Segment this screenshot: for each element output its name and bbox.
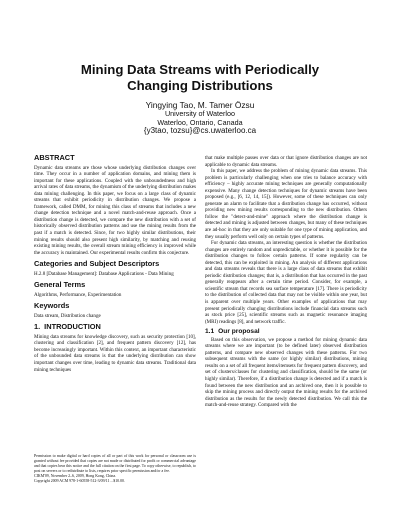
author-block	[40, 100, 360, 136]
abstract-text: Dynamic data streams are those whose underlying distribution changes over time. They occur in a number of application domains, and mining them is important for these applications. Coupled with the unboundedness and high arrival rates of data streams, the dynamism of the underlying distribution makes data mining challenging. In this paper, we focus on a large class of dynamic streams that exhibit periodicity in distribution changes. We propose a framework, called DMM, for mining this class of streams that includes a new change detection technique and a novel match-and-reuse approach. Once a distribution change is detected, we compare the new distribution with a set of historically observed distribution patterns and use the mining results from the past if a match is detected. Since, for two highly similar distributions, their mining results should also present high similarity, by matching and reusing existing mining results, the overall stream mining efficiency is improved while the accuracy is maintained. Our experimental results confirm this conjecture.	[34, 164, 196, 256]
author-affiliation: University of Waterloo	[164, 109, 236, 118]
right-paragraph-2: In this paper, we address the problem of mining dynamic data streams. This problem is particularly challenging when one tries to balance accuracy with efficiency – highly accurate mining techniques are generally computationally expensive. Many change detection techniques for dynamic streams have been proposed (e.g., [6, 12, 14, 15]). However, some of these techniques can only generate an alarm to facilitate that a distribution change has occurred, without providing new mining results corresponding to the new distribution. Others follow the "detect-and-mine" approach where the distribution change is detected and mining is adjusted between changes, but many of these techniques are ad-hoc in that they are only suitable for one type of mining application, and they usually perform well only on certain types of patterns.	[205, 168, 367, 240]
general-terms-text: Algorithms, Performance, Experimentation	[34, 291, 122, 298]
categories-text: H.2.8 [Database Management]: Database Applications - Data Mining	[34, 270, 174, 277]
footnote-text: Permission to make digital or hard copies of all or part of this work for personal or classroom use is granted without fee provided that copies are not made or distributed for profit or commercial advantage and that copies bear this notice and the full citation on the first page. To copy otherwise, to republish, to post on servers or to redistribute to lists, requires prior specific permission and/or a fee. CIKM'09, November 2–6, 2009, Hong Kong, China. Copyright 2009 ACM 978-1-60558-512-3/09/11 ...$10.00.	[34, 454, 196, 483]
right-paragraph-3: For dynamic data streams, an interesting question is whether the distribution changes are entirely random and unpredictable, or whether it is possible for the distribution changes to follow certain patterns. If some regularity can be detected, this can be exploited in mining. An analysis of different applications and data streams reveals that there is a large class of data streams that exhibit periodic distribution changes; that is, a distribution that has occurred in the past generally reappears after a certain time period. Consider, for example, a scientific stream that records sea surface temperature [17]. There is periodicity to the distribution of collected data that may not be visible within one year, but is apparent over multiple years. Other examples of applications that may present periodically changing distributions include financial data streams such as stock price [25], scientific streams such as magnetic resonance imaging (MRI) readings [8], and network traffic.	[205, 240, 367, 325]
author-names: Yingying Tao, M. Tamer Özsu	[145, 100, 255, 110]
abstract-heading: ABSTRACT	[34, 153, 75, 162]
general-terms-heading: General Terms	[34, 280, 86, 290]
keywords-heading: Keywords	[34, 301, 70, 311]
introduction-text: Mining data streams for knowledge discovery, such as security protection [10], clustering and classification [2], and frequent pattern discovery [12], has become increasingly important. Within this context, an important characteristic of the unbounded data streams is that the underlying distribution can show important changes over time, leading to dynamic data streams. Traditional data mining techniques	[34, 333, 196, 373]
subsection-number: 1.1	[205, 328, 215, 336]
introduction-title: INTRODUCTION	[44, 322, 101, 332]
introduction-heading	[34, 323, 196, 332]
right-column	[205, 155, 367, 409]
subsection-title: Our proposal	[218, 328, 260, 336]
author-email: {y3tao, tozsu}@cs.uwaterloo.ca	[143, 126, 257, 136]
title-line-1: Mining Data Streams with Periodically	[80, 62, 320, 77]
paper-title	[40, 62, 360, 94]
right-paragraph-4: Based on this observation, we propose a method for mining dynamic data streams where we are important (to be defined later) observed distribution patterns, and compare new observed changes with these patterns. For two subsequent streams with the same (or highly similar) distributions, mining results on a set of all frequent items/itemsets for frequent pattern discovery, and set of clusters/classes for clustering and classification, should be the same (or highly similar). Therefore, if a distribution change is detected and if a match is found between the new distribution and an archived one, then it is possible to skip the mining process and directly output the mining results for the archived distribution as the results for the newly detected distribution. We call this the match-and-reuse strategy. Compared with the	[205, 336, 367, 409]
right-paragraph-1: that make multiple passes over data or that ignore distribution changes are not applicable to dynamic data streams.	[205, 155, 367, 168]
keywords-text: Data stream, Distribution change	[34, 312, 101, 319]
permission-footnote	[34, 454, 196, 483]
title-line-2: Changing Distributions	[127, 78, 273, 93]
left-column	[34, 154, 196, 373]
categories-heading: Categories and Subject Descriptors	[34, 259, 160, 269]
subsection-heading	[205, 328, 367, 336]
author-location: Waterloo, Ontario, Canada	[157, 117, 243, 127]
introduction-number: 1.	[34, 322, 41, 332]
